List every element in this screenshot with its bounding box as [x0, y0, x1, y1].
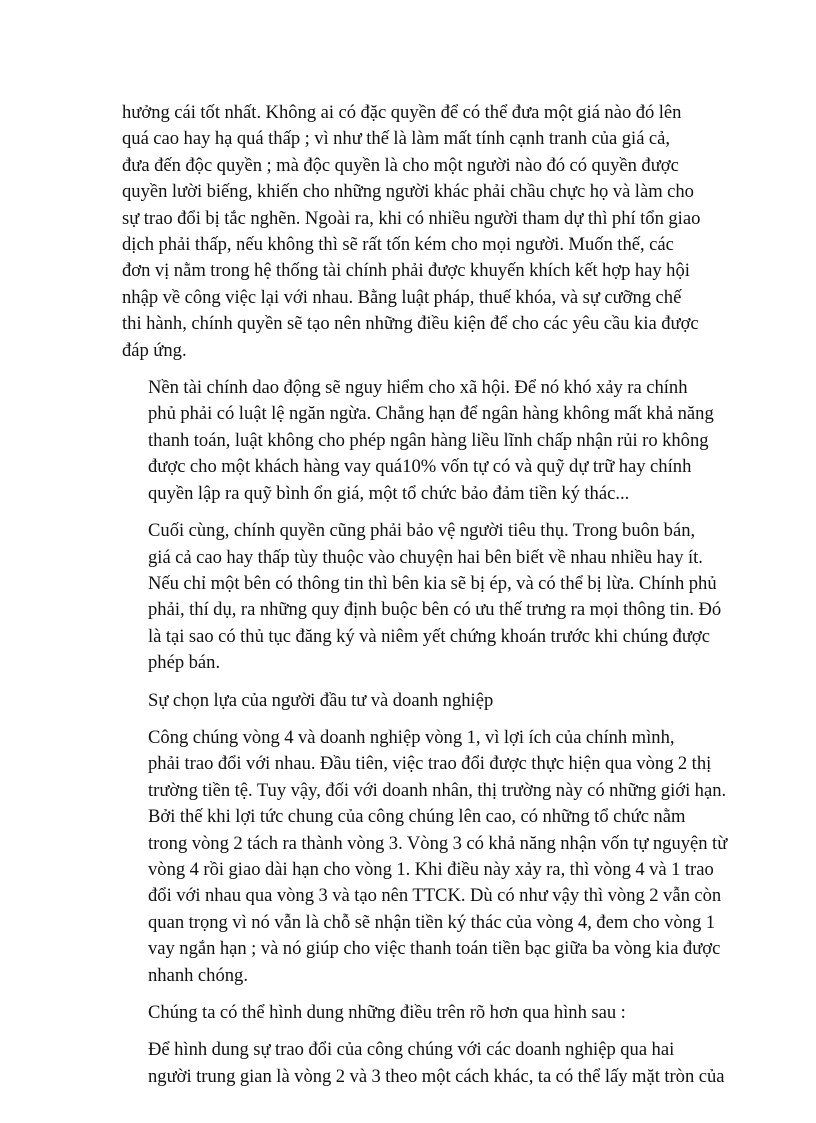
text-line: người trung gian là vòng 2 và 3 theo một cách khác, ta có thể lấy mặt tròn của	[148, 1065, 725, 1087]
text-line: đổi với nhau qua vòng 3 và tạo nên TTCK. Dù có như vậy thì vòng 2 vẫn còn	[148, 885, 722, 907]
text-line: phải, thí dụ, ra những quy định buộc bên có ưu thế trưng ra mọi thông tin. Đó	[148, 599, 722, 621]
text-line: Cuối cùng, chính quyền cũng phải bảo vệ người tiêu thụ. Trong buôn bán,	[148, 520, 696, 542]
text-line: sự trao đổi bị tắc nghẽn. Ngoài ra, khi có nhiều người tham dự thì phí tổn giao	[122, 207, 701, 229]
paragraph-7	[122, 1037, 725, 1090]
text-line: quá cao hay hạ quá thấp ; vì như thế là làm mất tính cạnh tranh của giá cả,	[122, 128, 671, 150]
text-line: trong vòng 2 tách ra thành vòng 3. Vòng 3 có khả năng nhận vốn tự nguyện từ	[148, 832, 728, 854]
text-line: Để hình dung sự trao đổi của công chúng với các doanh nghiệp qua hai	[148, 1039, 675, 1061]
text-line: quan trọng vì nó vẫn là chỗ sẽ nhận tiền ký thác của vòng 4, đem cho vòng 1	[148, 911, 715, 933]
text-line: vòng 4 rồi giao dài hạn cho vòng 1. Khi điều này xảy ra, thì vòng 4 và 1 trao	[148, 858, 714, 880]
text-line: hưởng cái tốt nhất. Không ai có đặc quyền để có thể đưa một giá nào đó lên	[122, 102, 682, 123]
text-line: thanh toán, luật không cho phép ngân hàng liều lĩnh chấp nhận rủi ro không	[148, 429, 709, 451]
text-line: quyền lập ra quỹ bình ổn giá, một tổ chức bảo đảm tiền ký thác...	[148, 482, 630, 504]
text-line: Nền tài chính dao động sẽ nguy hiểm cho xã hội. Để nó khó xảy ra chính	[148, 377, 688, 399]
text-line: đơn vị nằm trong hệ thống tài chính phải được khuyến khích kết hợp hay hội	[122, 260, 690, 282]
text-line: phủ phải có luật lệ ngăn ngừa. Chẳng hạn để ngân hàng không mất khả năng	[148, 403, 714, 425]
paragraph-1	[122, 100, 701, 364]
text-line: nhanh chóng.	[148, 964, 248, 986]
text-line: Công chúng vòng 4 và doanh nghiệp vòng 1, vì lợi ích của chính mình,	[148, 726, 675, 748]
text-line: quyền lười biếng, khiến cho những người khác phải chầu chực họ và làm cho	[122, 181, 694, 203]
text-line: trường tiền tệ. Tuy vậy, đối với doanh nhân, thị trường này có những giới hạn.	[148, 779, 727, 801]
text-line: Sự chọn lựa của người đầu tư và doanh nghiệp	[148, 689, 494, 711]
paragraph-5	[122, 725, 728, 989]
text-line: thi hành, chính quyền sẽ tạo nên những điều kiện để cho các yêu cầu kia được	[122, 313, 699, 335]
text-line: dịch phải thấp, nếu không thì sẽ rất tốn kém cho mọi người. Muốn thế, các	[122, 234, 674, 256]
text-line: là tại sao có thủ tục đăng ký và niêm yết chứng khoán trước khi chúng được	[148, 625, 711, 647]
paragraph-3	[122, 518, 722, 676]
text-line: được cho một khách hàng vay quá10% vốn tự có và quỹ dự trữ hay chính	[148, 456, 692, 478]
text-line: Chúng ta có thể hình dung những điều trên rõ hơn qua hình sau :	[148, 1002, 626, 1023]
text-line: đáp ứng.	[122, 339, 187, 361]
section-heading	[122, 688, 696, 714]
text-line: Nếu chỉ một bên có thông tin thì bên kia sẽ bị ép, và có thể bị lừa. Chính phủ	[148, 572, 717, 594]
paragraph-2	[122, 375, 714, 507]
text-line: đưa đến độc quyền ; mà độc quyền là cho một người nào đó có quyền được	[122, 154, 679, 176]
text-line: phép bán.	[148, 652, 221, 674]
text-line: nhập về công việc lại với nhau. Bằng luật pháp, thuế khóa, và sự cưỡng chế	[122, 286, 682, 308]
text-line: Bởi thế khi lợi tức chung của công chúng lên cao, có những tổ chức nằm	[148, 806, 686, 828]
text-line: vay ngắn hạn ; và nó giúp cho việc thanh toán tiền bạc giữa ba vòng kia được	[148, 938, 721, 960]
paragraph-6	[122, 1000, 696, 1026]
text-line: phải trao đổi với nhau. Đầu tiên, việc trao đổi được thực hiện qua vòng 2 thị	[148, 753, 712, 775]
text-line: giá cả cao hay thấp tùy thuộc vào chuyện hai bên biết về nhau nhiều hay ít.	[148, 546, 703, 568]
